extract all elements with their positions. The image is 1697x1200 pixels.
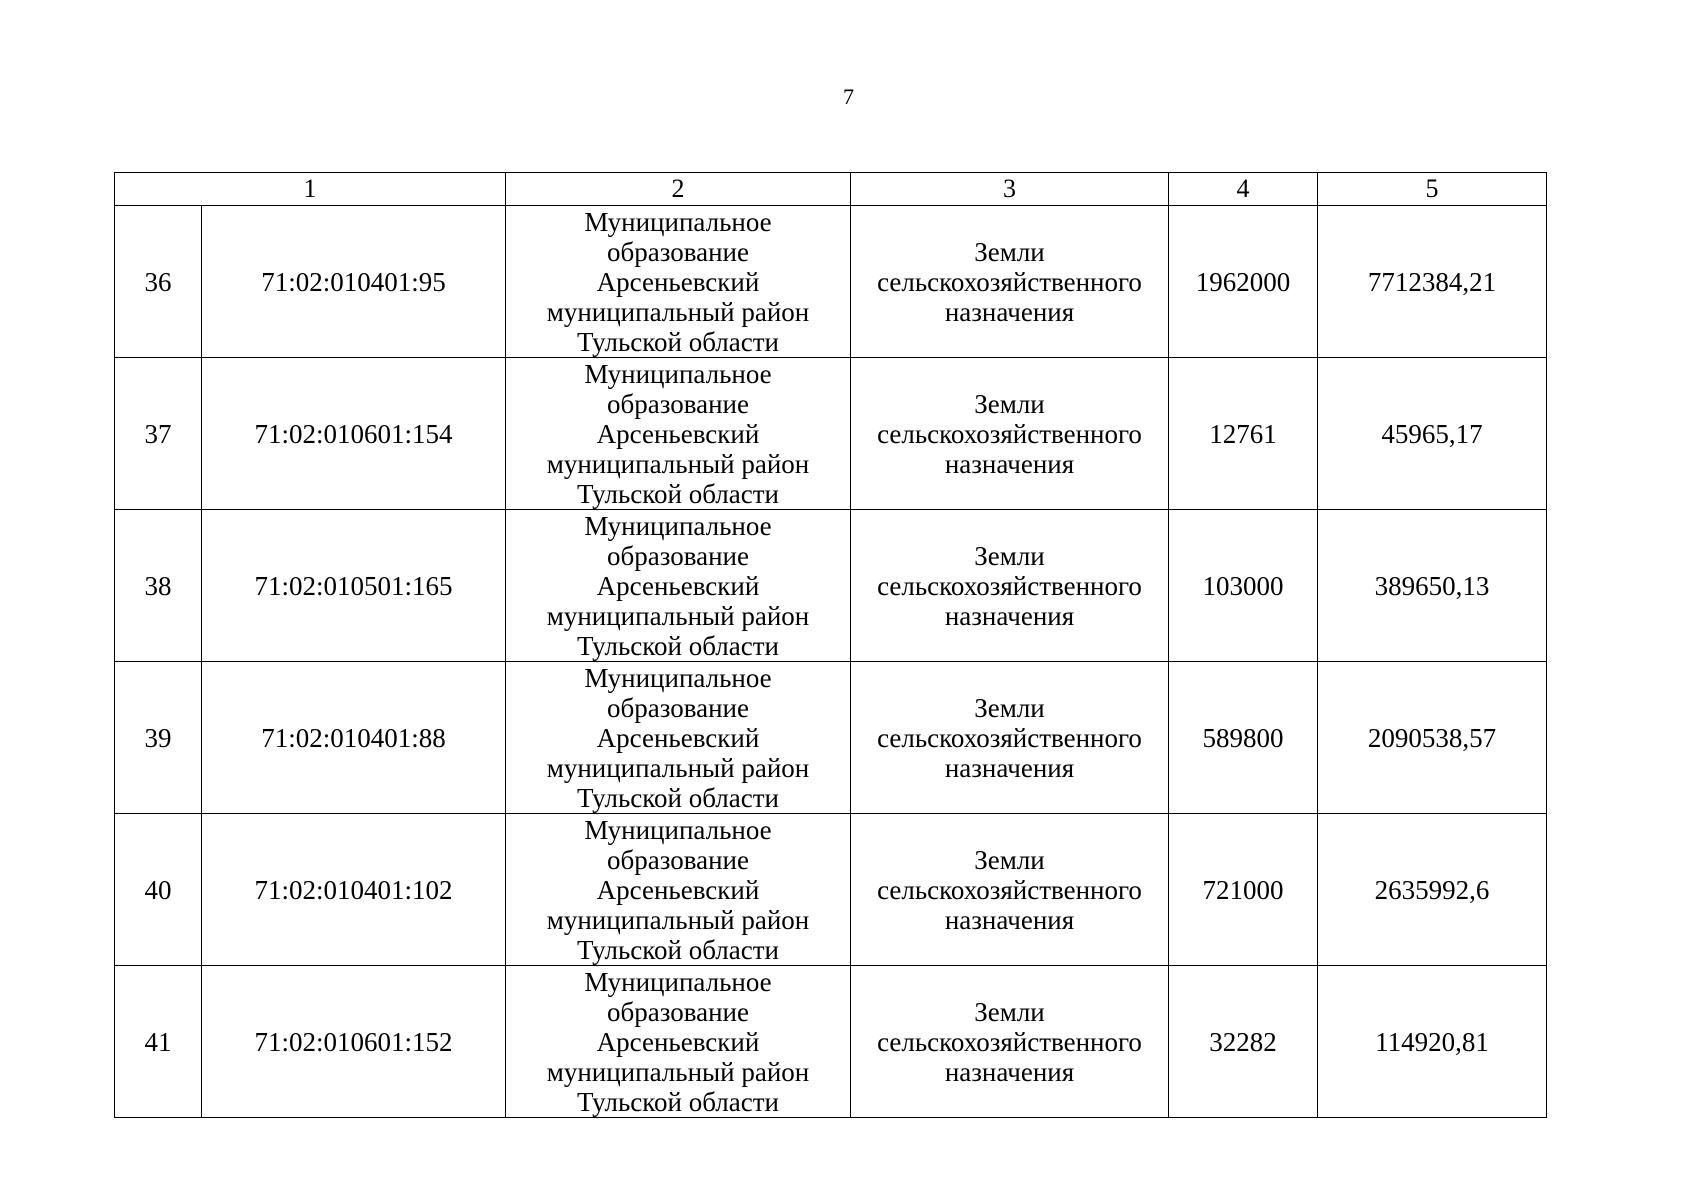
- category-line: сельскохозяйственного: [877, 266, 1142, 297]
- category-line: назначения: [944, 1056, 1075, 1087]
- category-line: Земли: [974, 388, 1045, 419]
- category-line: Земли: [974, 996, 1045, 1027]
- owner-line: муниципальный район: [546, 600, 810, 631]
- row-number-cell: 36: [115, 206, 202, 358]
- table-row: [115, 358, 1547, 510]
- category-line: назначения: [944, 600, 1075, 631]
- area-cell: 1962000: [1169, 206, 1318, 358]
- owner-line: образование: [607, 388, 749, 419]
- row-number-cell: 37: [115, 358, 202, 510]
- owner-line: Арсеньевский: [596, 874, 760, 905]
- cadastral-value-cell: 45965,17: [1318, 358, 1547, 510]
- row-number-cell: 39: [115, 662, 202, 814]
- owner-line: Арсеньевский: [596, 418, 760, 449]
- owner-line: муниципальный район: [546, 1056, 810, 1087]
- cadastral-value-cell: 7712384,21: [1318, 206, 1547, 358]
- area-cell: 32282: [1169, 966, 1318, 1118]
- row-number-cell: 40: [115, 814, 202, 966]
- cadastral-number-cell: 71:02:010401:95: [202, 206, 506, 358]
- land-category-cell: [851, 662, 1169, 814]
- owner-line: образование: [607, 844, 749, 875]
- owner-line: образование: [607, 692, 749, 723]
- land-category-cell: [851, 966, 1169, 1118]
- area-cell: 12761: [1169, 358, 1318, 510]
- owner-line: Муниципальное: [584, 358, 772, 389]
- column-header-2: 2: [506, 173, 851, 206]
- column-header-1: 1: [115, 173, 506, 206]
- cadastral-value-cell: 114920,81: [1318, 966, 1547, 1118]
- column-header-5: 5: [1318, 173, 1547, 206]
- owner-line: Тульской области: [577, 1086, 779, 1117]
- category-line: Земли: [974, 236, 1045, 267]
- owner-line: муниципальный район: [546, 448, 810, 479]
- area-cell: 103000: [1169, 510, 1318, 662]
- area-cell: 589800: [1169, 662, 1318, 814]
- table-row: [115, 206, 1547, 358]
- owner-cell: [506, 966, 851, 1118]
- owner-line: Муниципальное: [584, 814, 772, 845]
- category-line: сельскохозяйственного: [877, 1026, 1142, 1057]
- row-number-cell: 38: [115, 510, 202, 662]
- owner-line: Муниципальное: [584, 662, 772, 693]
- owner-cell: [506, 206, 851, 358]
- cadastral-number-cell: 71:02:010501:165: [202, 510, 506, 662]
- land-plots-table: [114, 172, 1547, 1118]
- owner-line: Муниципальное: [584, 206, 772, 237]
- column-header-4: 4: [1169, 173, 1318, 206]
- table-header: [115, 173, 1547, 206]
- land-category-cell: [851, 814, 1169, 966]
- owner-line: Арсеньевский: [596, 1026, 760, 1057]
- cadastral-number-cell: 71:02:010601:152: [202, 966, 506, 1118]
- category-line: сельскохозяйственного: [877, 874, 1142, 905]
- owner-line: Тульской области: [577, 326, 779, 357]
- category-line: назначения: [944, 296, 1075, 327]
- category-line: сельскохозяйственного: [877, 722, 1142, 753]
- land-category-cell: [851, 206, 1169, 358]
- cadastral-value-cell: 2090538,57: [1318, 662, 1547, 814]
- owner-line: Тульской области: [577, 630, 779, 661]
- land-category-cell: [851, 510, 1169, 662]
- column-header-3: 3: [851, 173, 1169, 206]
- header-row: [115, 173, 1547, 206]
- owner-line: образование: [607, 996, 749, 1027]
- owner-line: образование: [607, 236, 749, 267]
- owner-cell: [506, 814, 851, 966]
- land-category-cell: [851, 358, 1169, 510]
- owner-line: Арсеньевский: [596, 722, 760, 753]
- owner-line: Тульской области: [577, 934, 779, 965]
- table-body: [115, 206, 1547, 1118]
- area-cell: 721000: [1169, 814, 1318, 966]
- category-line: Земли: [974, 692, 1045, 723]
- table-row: [115, 814, 1547, 966]
- category-line: назначения: [944, 904, 1075, 935]
- category-line: Земли: [974, 844, 1045, 875]
- category-line: назначения: [944, 752, 1075, 783]
- cadastral-number-cell: 71:02:010401:88: [202, 662, 506, 814]
- owner-line: Тульской области: [577, 478, 779, 509]
- owner-line: Арсеньевский: [596, 570, 760, 601]
- category-line: Земли: [974, 540, 1045, 571]
- table-row: [115, 510, 1547, 662]
- cadastral-number-cell: 71:02:010401:102: [202, 814, 506, 966]
- owner-line: Муниципальное: [584, 966, 772, 997]
- table-row: [115, 966, 1547, 1118]
- owner-line: муниципальный район: [546, 904, 810, 935]
- owner-cell: [506, 662, 851, 814]
- cadastral-value-cell: 389650,13: [1318, 510, 1547, 662]
- category-line: сельскохозяйственного: [877, 418, 1142, 449]
- owner-line: Муниципальное: [584, 510, 772, 541]
- owner-line: образование: [607, 540, 749, 571]
- owner-line: Арсеньевский: [596, 266, 760, 297]
- page-number: 7: [843, 84, 854, 109]
- owner-cell: [506, 510, 851, 662]
- cadastral-value-cell: 2635992,6: [1318, 814, 1547, 966]
- owner-line: муниципальный район: [546, 296, 810, 327]
- category-line: назначения: [944, 448, 1075, 479]
- cadastral-number-cell: 71:02:010601:154: [202, 358, 506, 510]
- row-number-cell: 41: [115, 966, 202, 1118]
- owner-line: Тульской области: [577, 782, 779, 813]
- category-line: сельскохозяйственного: [877, 570, 1142, 601]
- table-row: [115, 662, 1547, 814]
- owner-cell: [506, 358, 851, 510]
- owner-line: муниципальный район: [546, 752, 810, 783]
